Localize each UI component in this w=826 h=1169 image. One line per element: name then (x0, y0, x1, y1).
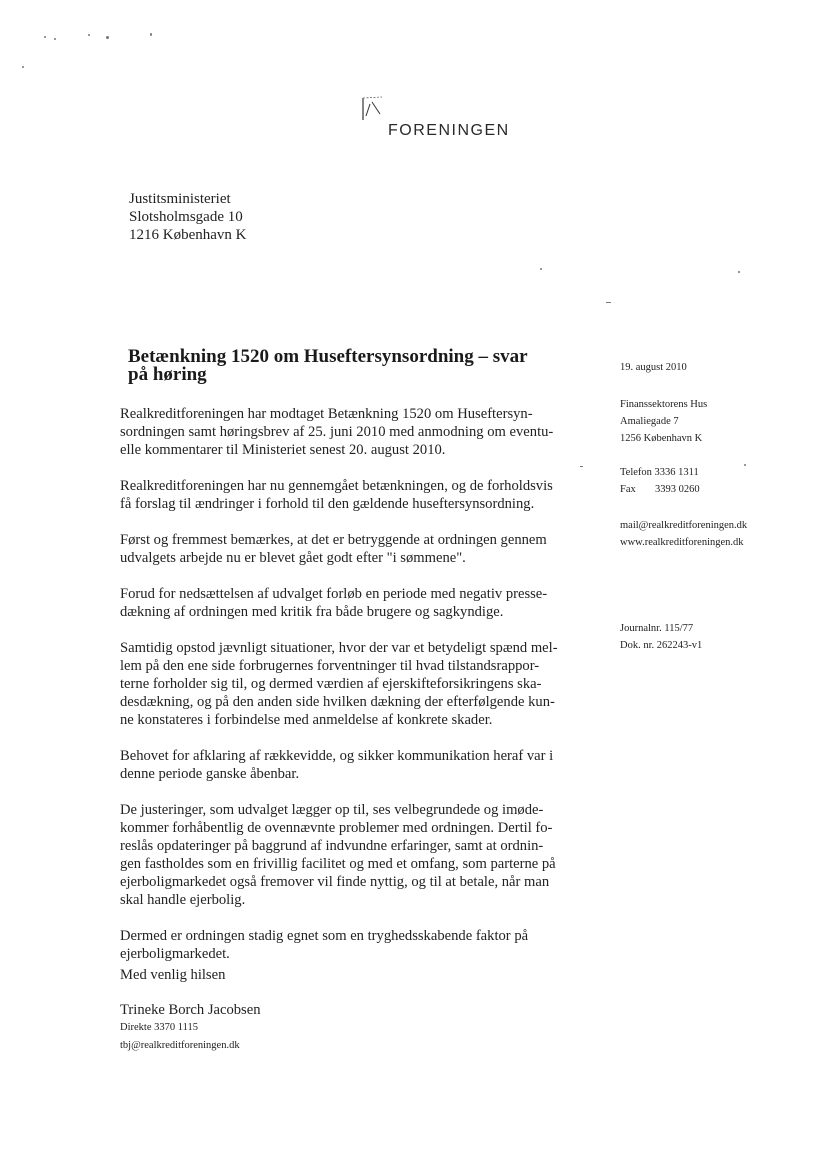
phone-row (620, 464, 810, 481)
body-line: sordningen samt høringsbrev af 25. juni 2010 med anmodning om eventu- (120, 424, 554, 440)
letter-date: 19. august 2010 (620, 362, 687, 373)
title-line: på høring (128, 364, 207, 385)
scan-speck (88, 34, 90, 36)
sender-online (620, 517, 810, 551)
body-paragraph (120, 585, 590, 621)
body-line: Realkreditforeningen har modtaget Betænkning 1520 om Huseftersyn- (120, 406, 533, 422)
body-line: få forslag til ændringer i forhold til den gældende huseftersynsordning. (120, 496, 535, 512)
body-line: Først og fremmest bemærkes, at det er betryggende at ordningen gennem (120, 532, 547, 548)
document-number: Dok. nr. 262243-v1 (620, 640, 703, 651)
phone-label: Telefon (620, 467, 652, 478)
sender-contact (620, 464, 810, 498)
sender-address (620, 396, 810, 447)
sender-address-line: Amaliegade 7 (620, 416, 679, 427)
scan-speck (150, 33, 152, 36)
body-line: lem på den ene side forbrugernes forventninger til hvad tilstandsrappor- (120, 658, 540, 674)
sender-address-line: 1256 København K (620, 433, 703, 444)
signature-block (120, 966, 261, 1055)
scan-speck (22, 66, 24, 68)
scan-speck (540, 268, 542, 270)
body-line: Behovet for afklaring af rækkevidde, og sikker kommunikation heraf var i (120, 748, 554, 764)
body-line: desdækning, og på den anden side hvilken dækning der efterfølgende kun- (120, 694, 555, 710)
recipient-line: 1216 København K (129, 227, 247, 243)
body-line: Dermed er ordningen stadig egnet som en tryghedsskabende faktor på (120, 928, 529, 944)
body-paragraph (120, 927, 590, 963)
body-line: ne konstateres i forbindelse med anmeldelse af konkrete skader. (120, 712, 493, 728)
body-line: elle kommentarer til Ministeriet senest 20. august 2010. (120, 442, 446, 458)
body-line: ejerboligmarkedet. (120, 946, 230, 962)
scan-speck (106, 36, 109, 39)
body-line: kommer forhåbentlig de ovennævnte problemer med ordningen. Dertil fo- (120, 820, 553, 836)
body-line: ejerboligmarkedet også fremover vil finde nyttig, og til at betale, når man (120, 874, 550, 890)
body-paragraph (120, 531, 590, 567)
scan-speck (738, 271, 740, 273)
fax-number: 3393 0260 (655, 484, 700, 495)
body-line: skal handle ejerbolig. (120, 892, 246, 908)
sender-email: mail@realkreditforeningen.dk (620, 520, 748, 531)
signer-email: tbj@realkreditforeningen.dk (120, 1040, 240, 1051)
closing-greeting: Med venlig hilsen (120, 967, 226, 983)
recipient-line: Slotsholmsgade 10 (129, 209, 243, 225)
sender-website: www.realkreditforeningen.dk (620, 537, 744, 548)
letter-body (120, 405, 590, 981)
logo-name: FORENINGEN (388, 122, 510, 139)
scan-speck (44, 36, 46, 38)
signer-name: Trineke Borch Jacobsen (120, 1002, 261, 1018)
fax-row (620, 481, 810, 498)
sender-address-line: Finanssektorens Hus (620, 399, 708, 410)
body-line: De justeringer, som udvalget lægger op til, ses velbegrundede og imøde- (120, 802, 544, 818)
body-line: reslås opdateringer på baggrund af indvundne erfaringer, samt at ordnin- (120, 838, 544, 854)
body-paragraph (120, 477, 590, 513)
body-line: dækning af ordningen med kritik fra både brugere og sagkyndige. (120, 604, 504, 620)
body-line: Forud for nedsættelsen af udvalget forløb en periode med negativ presse- (120, 586, 548, 602)
body-line: gen fastholdes som en frivillig facilitet og med et omfang, som parterne på (120, 856, 556, 872)
body-line: denne periode ganske åbenbar. (120, 766, 300, 782)
scan-speck (606, 302, 611, 303)
fax-label: Fax (620, 484, 636, 495)
letter-title (128, 348, 578, 384)
body-paragraph (120, 747, 590, 783)
signer-direct-phone: Direkte 3370 1115 (120, 1022, 198, 1033)
body-paragraph (120, 639, 590, 729)
letterhead-logo (356, 92, 516, 144)
body-paragraph (120, 801, 590, 909)
body-line: udvalgets arbejde nu er blevet gået godt efter "i sømmene". (120, 550, 466, 566)
body-paragraph (120, 405, 590, 459)
phone-number: 3336 1311 (654, 467, 699, 478)
recipient-address (129, 190, 246, 244)
body-line: terne forholder sig til, og dermed værdien af ejerskifteforsikringens ska- (120, 676, 542, 692)
journal-number: Journalnr. 115/77 (620, 623, 694, 634)
body-line: Samtidig opstod jævnligt situationer, hvor der var et betydeligt spænd mel- (120, 640, 558, 656)
body-line: Realkreditforeningen har nu gennemgået betænkningen, og de forholdsvis (120, 478, 553, 494)
logo-mark-icon (360, 92, 388, 124)
recipient-line: Justitsministeriet (129, 191, 231, 207)
title-line: Betænkning 1520 om Huseftersynsordning – svar (128, 346, 528, 367)
scan-speck (54, 38, 56, 40)
reference-numbers (620, 620, 810, 654)
